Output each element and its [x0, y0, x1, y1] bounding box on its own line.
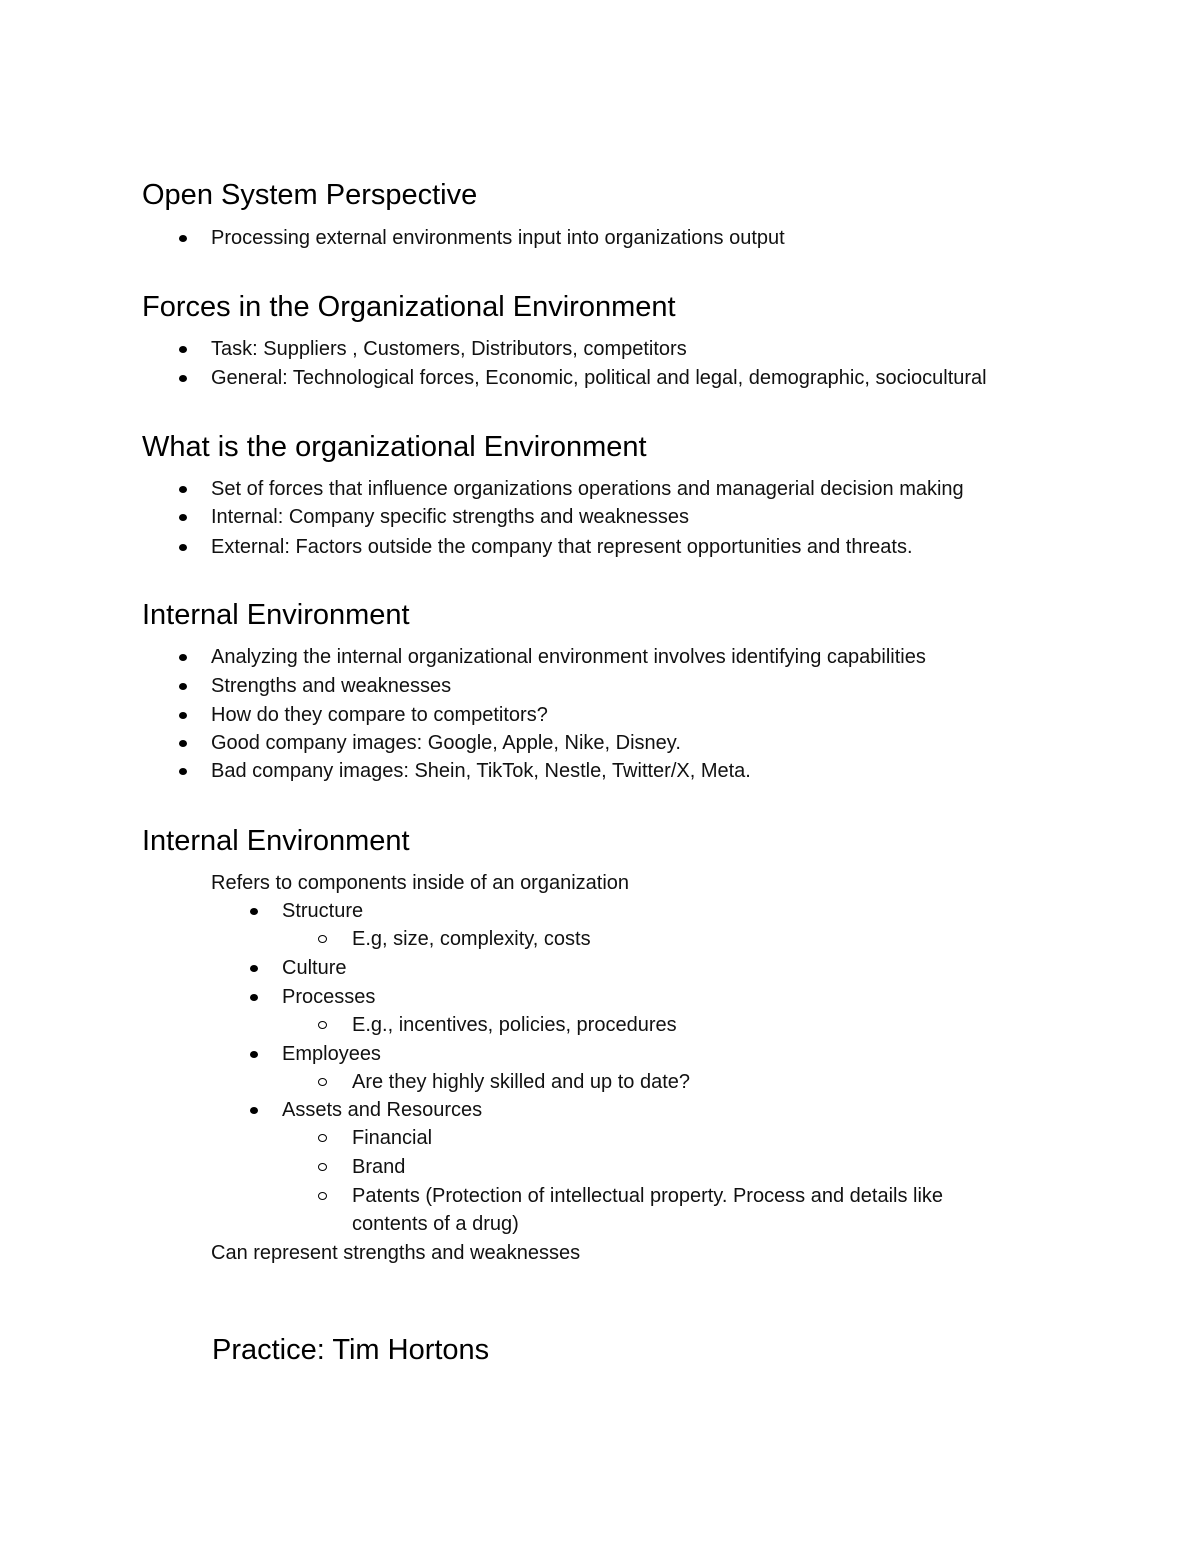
bullet-icon — [179, 375, 187, 382]
list-item: How do they compare to competitors? — [211, 704, 548, 726]
list-item: Good company images: Google, Apple, Nike, Disney. — [211, 732, 681, 754]
list-item: General: Technological forces, Economic, political and legal, demographic, sociocultural — [211, 367, 987, 389]
bullet-icon — [179, 514, 187, 521]
sub-list-item-continuation: contents of a drug) — [352, 1213, 519, 1235]
list-item: Employees — [282, 1043, 381, 1065]
bullet-icon — [250, 908, 258, 915]
bullet-icon — [179, 768, 187, 775]
list-item: Culture — [282, 957, 347, 979]
list-item: Set of forces that influence organizations operations and managerial decision making — [211, 478, 964, 500]
bullet-icon — [179, 346, 187, 353]
sub-list-item: E.g., incentives, policies, procedures — [352, 1014, 677, 1036]
hollow-bullet-icon — [318, 1192, 327, 1200]
list-item: Assets and Resources — [282, 1099, 483, 1121]
sub-list-item: Patents (Protection of intellectual property. Process and details like — [352, 1185, 944, 1207]
hollow-bullet-icon — [318, 1134, 327, 1142]
bullet-icon — [250, 1107, 258, 1114]
list-item: Processes — [282, 986, 376, 1008]
section-heading-what-is: What is the organizational Environment — [142, 431, 647, 463]
section-heading-practice: Practice: Tim Hortons — [212, 1334, 490, 1366]
bullet-icon — [179, 544, 187, 551]
bullet-icon — [250, 965, 258, 972]
bullet-icon — [250, 1051, 258, 1058]
section-heading-internal-environment-components: Internal Environment — [142, 825, 410, 857]
list-item: Strengths and weaknesses — [211, 675, 452, 697]
hollow-bullet-icon — [318, 1021, 327, 1029]
list-item: Internal: Company specific strengths and weaknesses — [211, 506, 690, 528]
sub-list-item: Are they highly skilled and up to date? — [352, 1071, 690, 1093]
hollow-bullet-icon — [318, 1078, 327, 1086]
section-heading-open-system: Open System Perspective — [142, 179, 478, 211]
sub-list-item: Financial — [352, 1127, 433, 1149]
bullet-icon — [179, 486, 187, 493]
sub-list-item: E.g, size, complexity, costs — [352, 928, 591, 950]
list-item: Analyzing the internal organizational environment involves identifying capabilities — [211, 646, 926, 668]
bullet-icon — [179, 654, 187, 661]
section-heading-internal-environment: Internal Environment — [142, 599, 410, 631]
list-item: Task: Suppliers , Customers, Distributors, competitors — [211, 338, 687, 360]
outro-text: Can represent strengths and weaknesses — [211, 1242, 581, 1264]
bullet-icon — [179, 712, 187, 719]
sub-list-item: Brand — [352, 1156, 406, 1178]
bullet-icon — [179, 235, 187, 242]
section-heading-forces: Forces in the Organizational Environment — [142, 291, 676, 323]
bullet-icon — [250, 994, 258, 1001]
list-item: Bad company images: Shein, TikTok, Nestle, Twitter/X, Meta. — [211, 760, 751, 782]
list-item: External: Factors outside the company that represent opportunities and threats. — [211, 536, 913, 558]
bullet-icon — [179, 740, 187, 747]
list-item: Processing external environments input into organizations output — [211, 227, 785, 249]
list-item: Structure — [282, 900, 364, 922]
hollow-bullet-icon — [318, 1163, 327, 1171]
intro-text: Refers to components inside of an organization — [211, 872, 630, 894]
bullet-icon — [179, 683, 187, 690]
hollow-bullet-icon — [318, 935, 327, 943]
